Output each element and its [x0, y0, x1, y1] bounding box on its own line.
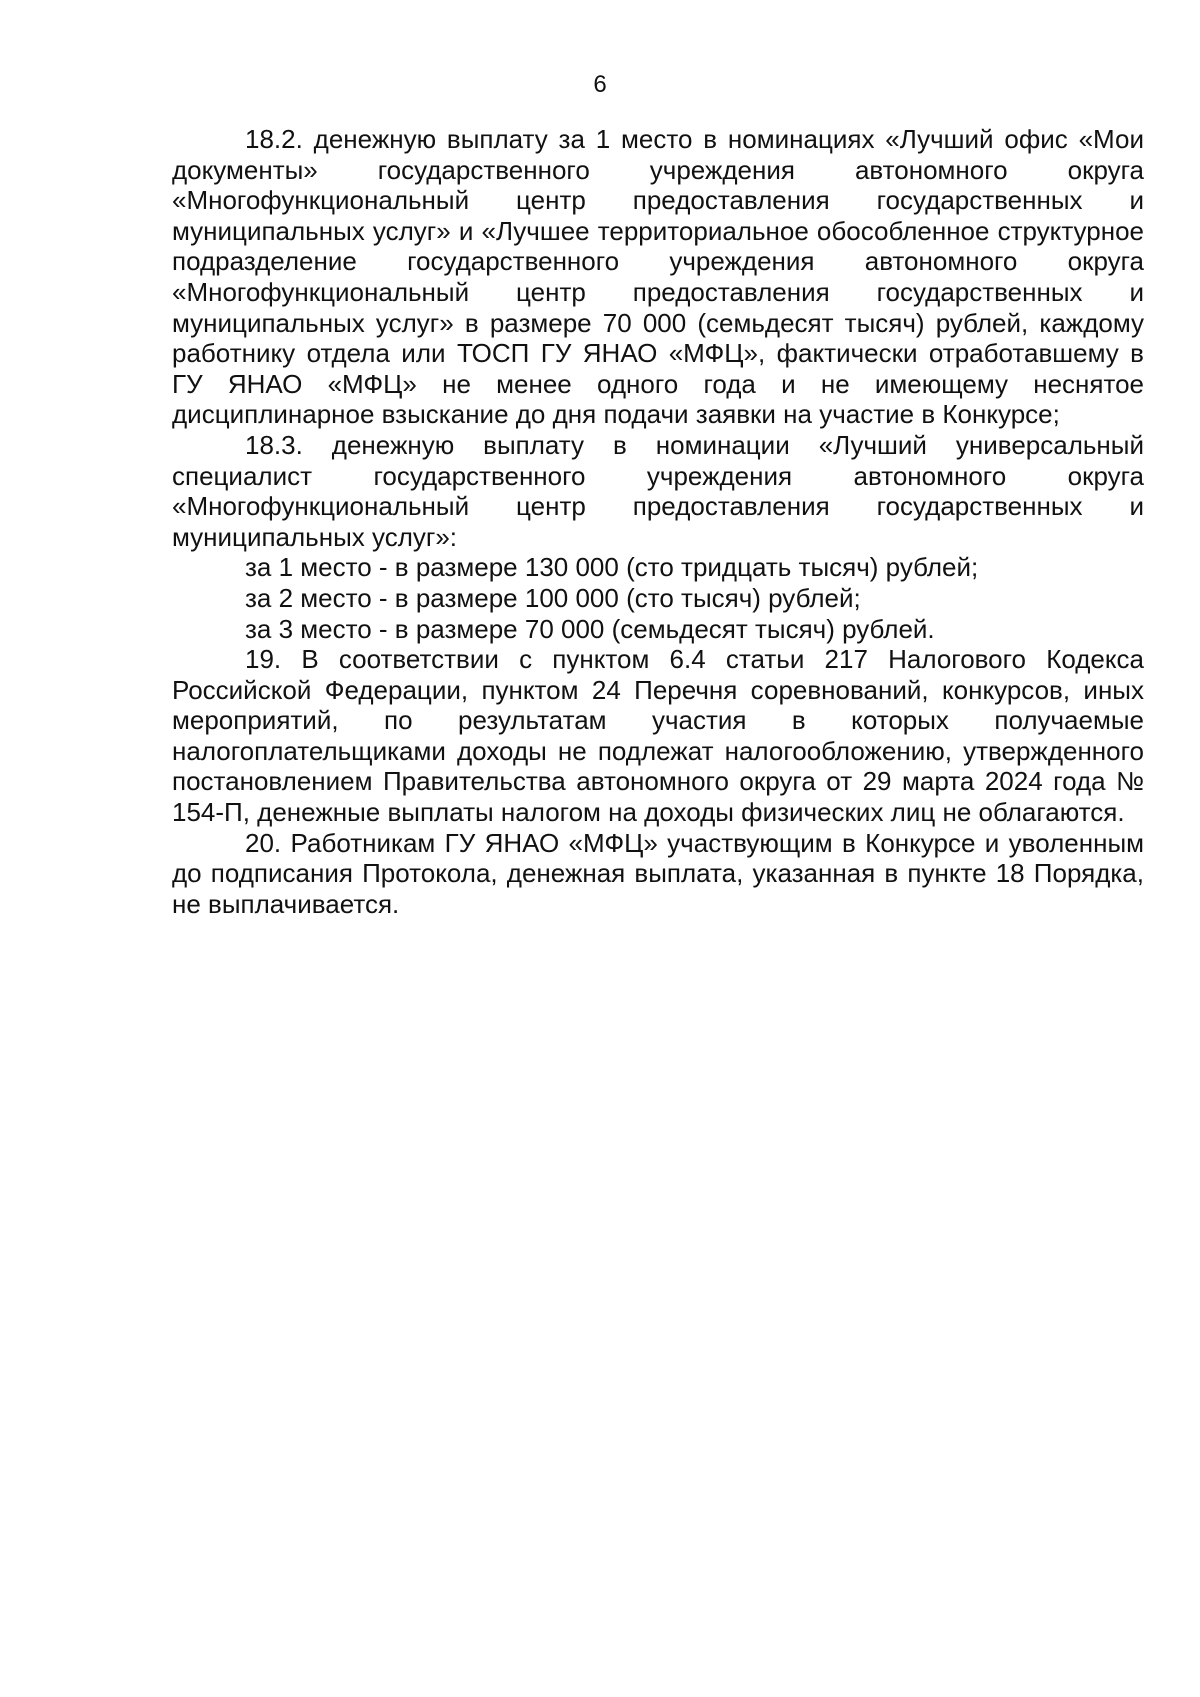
document-body	[172, 124, 1144, 919]
paragraph-20: 20. Работникам ГУ ЯНАО «МФЦ» участвующим в Конкурсе и уволенным до подписания Протокола, денежная выплата, указанная в пункте 18 Порядка, не выплачивается.	[172, 827, 1144, 919]
prize-third-place: за 3 место - в размере 70 000 (семьдесят тысяч) рублей.	[245, 613, 935, 644]
paragraph-18-3: 18.3. денежную выплату в номинации «Лучший универсальный специалист государственного учреждения автономного округа «Многофункциональный центр предоставления государственных и муниципальных услуг»:	[172, 429, 1144, 552]
paragraph-18-2: 18.2. денежную выплату за 1 место в номинациях «Лучший офис «Мои документы» государственного учреждения автономного округа «Многофункциональный центр предоставления государственных и муниципальных услуг» и «Лучшее территориальное обособленное структурное подразделение государственного учреждения автономного округа «Многофункциональный центр предоставления государственных и муниципальных услуг» в размере 70 000 (семьдесят тысяч) рублей, каждому работнику отдела или ТОСП ГУ ЯНАО «МФЦ», фактически отработавшему в ГУ ЯНАО «МФЦ» не менее одного года и не имеющему неснятое дисциплинарное взыскание до дня подачи заявки на участие в Конкурсе;	[172, 124, 1144, 430]
prize-first-place: за 1 место - в размере 130 000 (сто тридцать тысяч) рублей;	[245, 552, 979, 583]
paragraph-19: 19. В соответствии с пунктом 6.4 статьи 217 Налогового Кодекса Российской Федерации, пунктом 24 Перечня соревнований, конкурсов, иных мероприятий, по результатам участия в которых получаемые налогоплательщиками доходы не подлежат налогообложению, утвержденного постановлением Правительства автономного округа от 29 марта 2024 года № 154-П, денежные выплаты налогом на доходы физических лиц не облагаются.	[172, 644, 1144, 828]
page-number: 6	[593, 71, 607, 98]
prize-second-place: за 2 место - в размере 100 000 (сто тысяч) рублей;	[245, 582, 861, 613]
